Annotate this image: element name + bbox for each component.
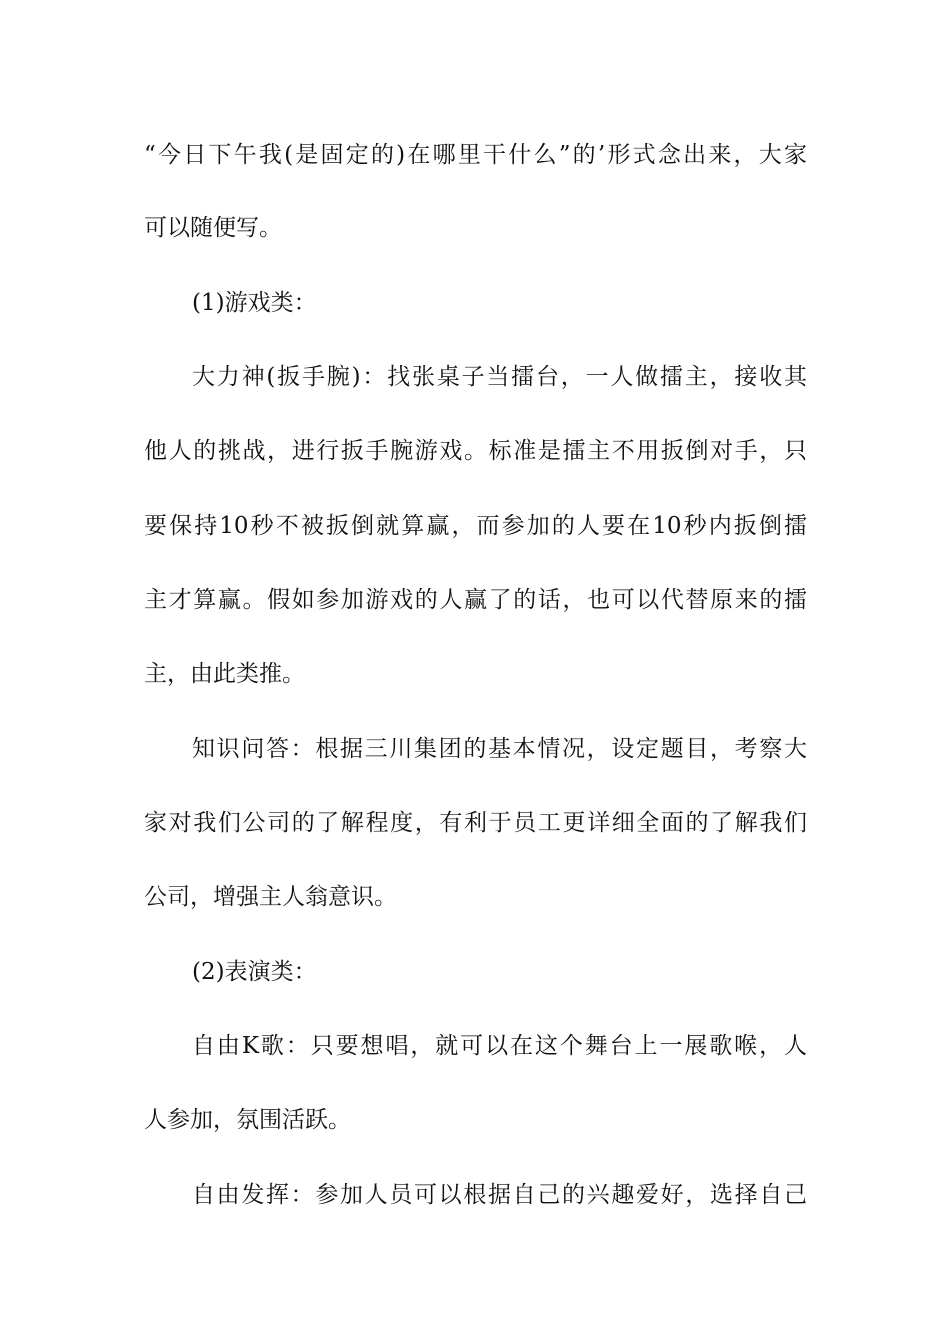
section-heading-performance: (2)表演类： [192, 959, 317, 985]
text-line-15: 自由发挥：参加人员可以根据自己的兴趣爱好，选择自己 [192, 1182, 807, 1208]
text-line-5: 他人的挑战，进行扳手腕游戏。标准是擂主不用扳倒对手，只 [144, 438, 807, 464]
text-line-1: “今日下午我(是固定的)在哪里干什么”的’形式念出来，大家 [144, 142, 807, 168]
text-line-6: 要保持10秒不被扳倒就算赢，而参加的人要在10秒内扳倒擂 [144, 513, 807, 539]
text-line-4: 大力神(扳手腕)：找张桌子当擂台，一人做擂主，接收其 [192, 364, 807, 390]
text-line-14: 人参加，氛围活跃。 [144, 1107, 351, 1133]
text-line-10: 家对我们公司的了解程度，有利于员工更详细全面的了解我们 [144, 810, 807, 836]
text-line-2: 可以随便写。 [144, 215, 282, 241]
section-heading-games: (1)游戏类： [192, 290, 317, 316]
text-line-9: 知识问答：根据三川集团的基本情况，设定题目，考察大 [192, 736, 807, 762]
text-line-11: 公司，增强主人翁意识。 [144, 884, 397, 910]
text-line-13: 自由K歌：只要想唱，就可以在这个舞台上一展歌喉，人 [192, 1033, 807, 1059]
text-line-7: 主才算赢。假如参加游戏的人赢了的话，也可以代替原来的擂 [144, 587, 807, 613]
text-line-8: 主，由此类推。 [144, 661, 305, 687]
